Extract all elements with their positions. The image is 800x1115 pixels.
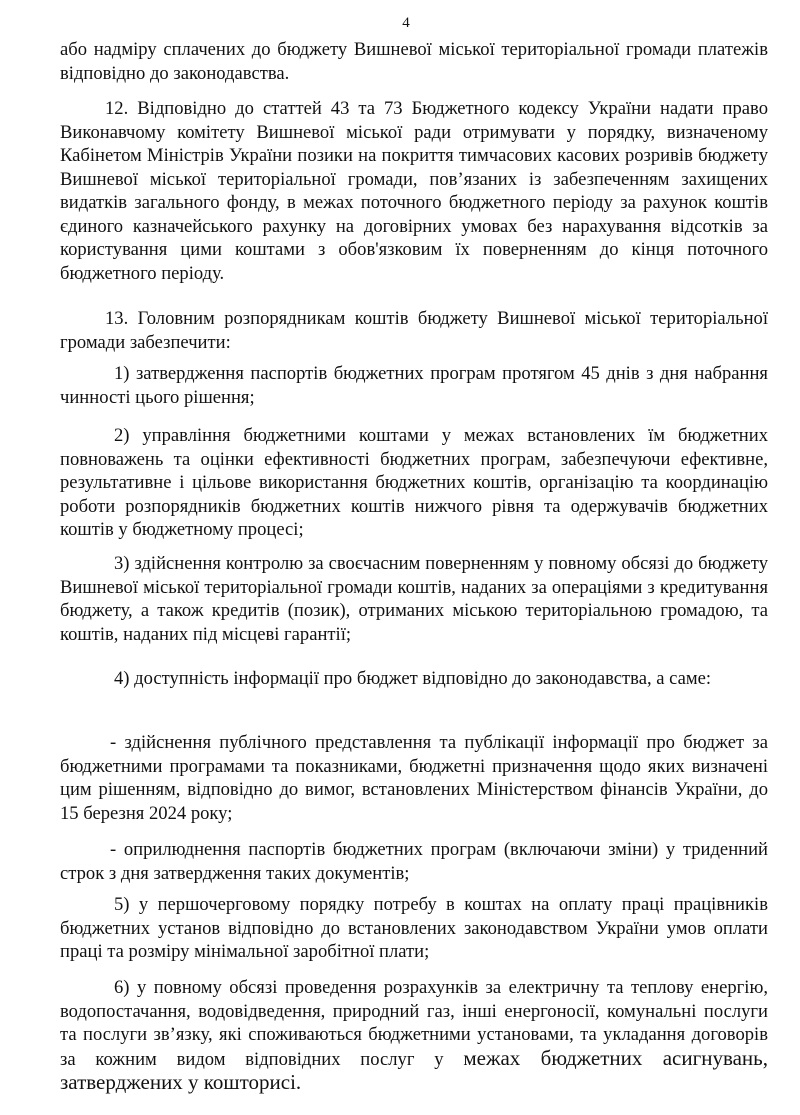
list-item-6-text: 6) у повному обсязі проведення розрахунків за електричну та теплову енергію, водопостачання, водовідведення, природний газ, інші енергоносії, комунальні послуги та послуги зв’язку, які споживаються бюджетними установами, та укладання договорів за кожним видом відповідних послуг у	[60, 977, 768, 1070]
list-item-6	[60, 976, 768, 1094]
list-item-1: 1) затвердження паспортів бюджетних програм протягом 45 днів з дня набрання чинності цього рішення;	[60, 363, 768, 408]
page-number: 4	[402, 15, 410, 31]
list-item-4: 4) доступність інформації про бюджет відповідно до законодавства, а саме:	[114, 668, 712, 689]
paragraph-12: 12. Відповідно до статтей 43 та 73 Бюджетного кодексу України надати право Виконавчому комітету Вишневої міської ради отримувати у порядку, визначеному Кабінетом Міністрів України позики на покриття тимчасових касових розривів бюджету Вишневої міської територіальної громади, пов’язаних із забезпеченням захищених видатків загального фонду, в межах поточного бюджетного періоду за рахунок коштів єдиного казначейського рахунку на договірних умовах без нарахування відсотків за користування цими коштами з обов'язковим їх поверненням до кінця поточного бюджетного періоду.	[60, 98, 768, 284]
list-item-3: 3) здійснення контролю за своєчасним поверненням у повному обсязі до бюджету Вишневої міської територіальної громади коштів, наданих за операціями з кредитування бюджету, а також кредитів (позик), отриманих міською територіальною громадою, та коштів, наданих під місцеві гарантії;	[60, 553, 768, 645]
paragraph-continuation: або надміру сплачених до бюджету Вишневої міської територіальної громади платежів відповідно до законодавства.	[60, 39, 768, 84]
dash-item-2: - оприлюднення паспортів бюджетних програм (включаючи зміни) у триденний строк з дня затвердження таких документів;	[60, 839, 768, 884]
list-item-6-tail: межах бюджетних асигнувань, затверджених у кошторисі.	[60, 1045, 768, 1094]
list-item-2: 2) управління бюджетними коштами у межах встановлених їм бюджетних повноважень та оцінки ефективності бюджетних програм, забезпечуючи ефективне, результативне і цільове використання бюджетних коштів, організацію та координацію роботи розпорядників бюджетних коштів нижчого рівня та одержувачів бюджетних коштів у бюджетному процесі;	[60, 425, 768, 540]
paragraph-13: 13. Головним розпорядникам коштів бюджету Вишневої міської територіальної громади забезпечити:	[60, 308, 768, 353]
list-item-5: 5) у першочерговому порядку потребу в коштах на оплату праці працівників бюджетних установ відповідно до встановлених законодавством України умов оплати праці та розміру мінімальної заробітної плати;	[60, 894, 768, 962]
dash-item-1: - здійснення публічного представлення та публікації інформації про бюджет за бюджетними програмами та показниками, бюджетні призначення щодо яких визначені цим рішенням, відповідно до вимог, встановлених Міністерством фінансів України, до 15 березня 2024 року;	[60, 732, 768, 824]
